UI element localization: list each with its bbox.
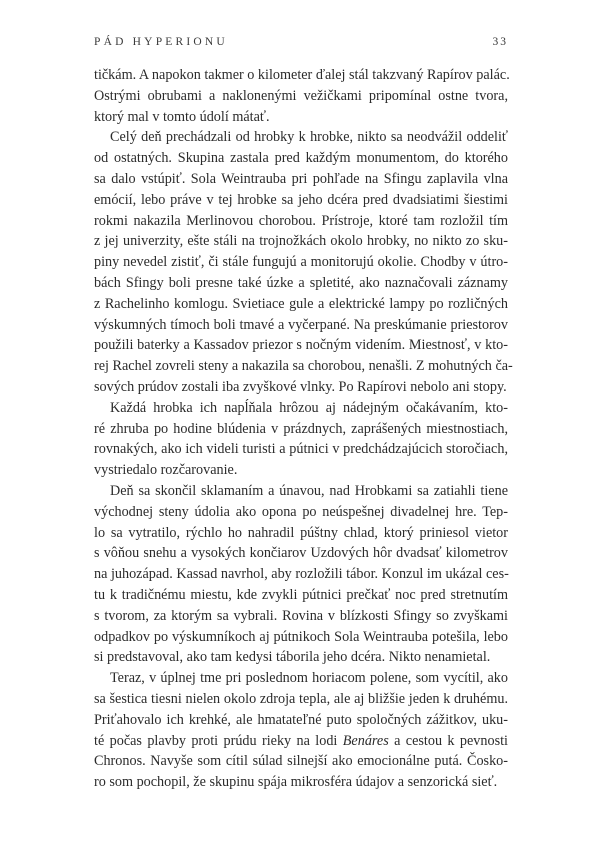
- text-line: si predstavoval, ako tam kedysi táborila jeho dcéra. Nikto nenamietal.: [94, 649, 491, 666]
- text-line: s tvorom, za ktorým sa vybrali. Rovina v blízkosti Sfingy so zvyškami: [94, 607, 508, 624]
- text-line: bách Sfingy boli presne také úzke a spletité, ako naznačovali záznamy: [94, 274, 508, 291]
- text-line: ré zhruba po hodine blúdenia v prázdnych, zaprášených miestnostiach,: [94, 420, 508, 437]
- text-line: na juhozápad. Kassad navrhol, aby rozložili tábor. Konzul im ukázal ces-: [94, 566, 509, 583]
- text-line: emócií, lebo práve v tej hrobke sa jeho dcéra pred dvadsiatimi šiestimi: [94, 191, 508, 208]
- text-line: výskumných tímoch boli tmavé a vyčerpané. Na preskúmanie priestorov: [94, 316, 508, 333]
- text-line: Každá hrobka ich napĺňala hrôzou aj nádejným očakávaním, kto-: [110, 399, 508, 416]
- text-line: ro som pochopil, že skupinu spája mikrosféra údajov a senzorická sieť.: [94, 774, 498, 791]
- text-line: Celý deň prechádzali od hrobky k hrobke, nikto sa neodvážil oddeliť: [110, 129, 508, 146]
- text-line: z jej univerzity, ešte stáli na trojnožkách okolo hrobky, no nikto zo sku-: [94, 233, 508, 250]
- running-header: [94, 36, 508, 56]
- text-line: z Rachelinho komlogu. Svietiace gule a elektrické lampy po rozličných: [94, 295, 508, 312]
- text-line: Chronos. Navyše som cítil súlad silnejší ako emocionálne putá. Čosko-: [94, 753, 508, 770]
- text-line: sových prúdov zostali iba zvyškové vlnky. Po Rapírovi nebolo ani stopy.: [94, 378, 507, 395]
- text-line: východnej steny údolia ako opona po neúspešnej divadelnej hre. Tep-: [94, 503, 508, 520]
- text-line-with-italic: [94, 731, 508, 752]
- text-line: Teraz, v úplnej tme pri poslednom horiacom polene, som vycítil, ako: [110, 670, 508, 687]
- text-line: rokmi nakazila Merlinovou chorobou. Prístroje, ktoré tam rozložil tím: [94, 212, 508, 229]
- text-line: rej Rachel zovreli steny a nakazila sa chorobou, nenašli. Z mohutných ča-: [94, 358, 513, 375]
- text-line: Ostrými obrubami a naklonenými vežičkami pripomínal ostne tvora,: [94, 87, 508, 104]
- running-title: PÁD HYPERIONU: [94, 36, 228, 48]
- paragraph-1: [94, 65, 508, 127]
- body-text: [94, 65, 513, 793]
- text-line: sa šestica tiesni nielen okolo zdroja tepla, ale aj bližšie jeden k druhému.: [94, 690, 508, 707]
- book-page: [94, 36, 513, 793]
- paragraph-4: [94, 481, 508, 668]
- paragraph-5: [94, 668, 508, 793]
- text-line: od ostatných. Skupina zastala pred každým monumentom, do ktorého: [94, 150, 508, 167]
- text-line: tičkám. A napokon takmer o kilometer ďalej stál takzvaný Rapírov palác.: [94, 67, 510, 83]
- text-line: Deň sa skončil sklamaním a únavou, nad Hrobkami sa zatiahli tiene: [110, 482, 508, 499]
- page-number: 33: [492, 36, 508, 48]
- text-line: sa dalo vstúpiť. Sola Weintrauba pri pohľade na Sfingu zaplavila vlna: [94, 170, 508, 187]
- text-line: tu k tradičnému miestu, kde zvykli pútnici prečkať noc pred stretnutím: [94, 586, 508, 603]
- ship-name-italic: Benáres: [342, 732, 389, 749]
- text-line: lo sa vytratilo, rýchlo ho nahradil púštny chlad, ktorý priniesol vietor: [94, 524, 508, 541]
- paragraph-3: [94, 398, 508, 481]
- text-line: vystriedalo rozčarovanie.: [94, 462, 238, 479]
- text-line: Priťahovalo ich krehké, ale hmatateľné puto spoločných zážitkov, uku-: [94, 711, 508, 728]
- text-line: odpadkov po výskumníkoch aj pútnikoch Sola Weintrauba potešila, lebo: [94, 628, 508, 645]
- text-line: použili baterky a Kassadov priezor s nočným videním. Miestnosť, v kto-: [94, 337, 508, 354]
- text-segment: a cestou k pevnosti: [388, 732, 508, 749]
- text-segment: té počas plavby proti prúdu rieky na lodi: [94, 732, 343, 749]
- text-line: rovnakých, ako ich videli turisti a pútnici v predchádzajúcich storočiach,: [94, 441, 508, 458]
- paragraph-2: [94, 127, 513, 397]
- text-line: piny nevedel zistiť, či stále fungujú a monitorujú okolie. Chodby v útro-: [94, 254, 508, 271]
- text-line: ktorý mal v tomto údolí mátať.: [94, 108, 270, 125]
- text-line: s vôňou snehu a vysokých končiarov Uzdových hôr dvadsať kilometrov: [94, 545, 508, 562]
